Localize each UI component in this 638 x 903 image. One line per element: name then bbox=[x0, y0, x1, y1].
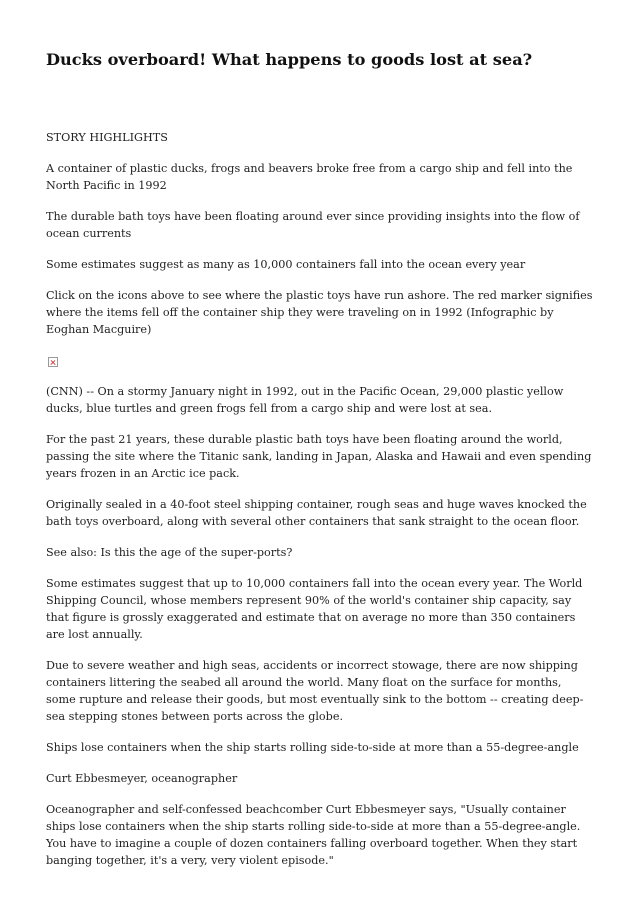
image-placeholder bbox=[46, 352, 594, 371]
paragraph: Some estimates suggest that up to 10,000 containers fall into the ocean every year. The World Shipping Council, whose members represent 90% of the world's container ship capacity, say that figure is grossly exaggerated and estimate that on average no more than 350 containers are lost annually. bbox=[46, 577, 583, 641]
broken-image-icon bbox=[48, 357, 58, 367]
paragraph: Due to severe weather and high seas, accidents or incorrect stowage, there are now shipping containers littering the seabed all around the world. Many float on the surface for months, some rupture and release their goods, but most eventually sink to the bottom -- creating deep-sea stepping stones between ports across the globe. bbox=[46, 659, 584, 723]
see-also-link-text: See also: Is this the age of the super-ports? bbox=[46, 546, 293, 559]
quote-attribution: Curt Ebbesmeyer, oceanographer bbox=[46, 772, 238, 785]
pull-quote: Ships lose containers when the ship starts rolling side-to-side at more than a 55-degree-angle bbox=[46, 741, 579, 754]
article-body bbox=[46, 129, 594, 883]
paragraph: (CNN) -- On a stormy January night in 1992, out in the Pacific Ocean, 29,000 plastic yellow ducks, blue turtles and green frogs fell from a cargo ship and were lost at sea. bbox=[46, 385, 564, 415]
highlight-item: Some estimates suggest as many as 10,000 containers fall into the ocean every year bbox=[46, 258, 526, 271]
highlight-item: Click on the icons above to see where the plastic toys have run ashore. The red marker signifies where the items fell off the container ship they were traveling on in 1992 (Infographic by Eoghan Macguire) bbox=[46, 289, 593, 336]
article-title: Ducks overboard! What happens to goods lost at sea? bbox=[46, 50, 533, 69]
paragraph: For the past 21 years, these durable plastic bath toys have been floating around the world, passing the site where the Titanic sank, landing in Japan, Alaska and Hawaii and even spending years frozen in an Arctic ice pack. bbox=[46, 433, 592, 480]
paragraph: Originally sealed in a 40-foot steel shipping container, rough seas and huge waves knocked the bath toys overboard, along with several other containers that sank straight to the ocean floor. bbox=[46, 498, 587, 528]
highlight-item: A container of plastic ducks, frogs and beavers broke free from a cargo ship and fell into the North Pacific in 1992 bbox=[46, 162, 573, 192]
story-highlights-heading: STORY HIGHLIGHTS bbox=[46, 131, 168, 144]
highlight-item: The durable bath toys have been floating around ever since providing insights into the flow of ocean currents bbox=[46, 210, 580, 240]
paragraph: Oceanographer and self-confessed beachcomber Curt Ebbesmeyer says, "Usually container ships lose containers when the ship starts rolling side-to-side at more than a 55-degree-angle. You have to imagine a couple of dozen containers falling overboard together. When they start banging together, it's a very, very violent episode." bbox=[46, 803, 581, 867]
